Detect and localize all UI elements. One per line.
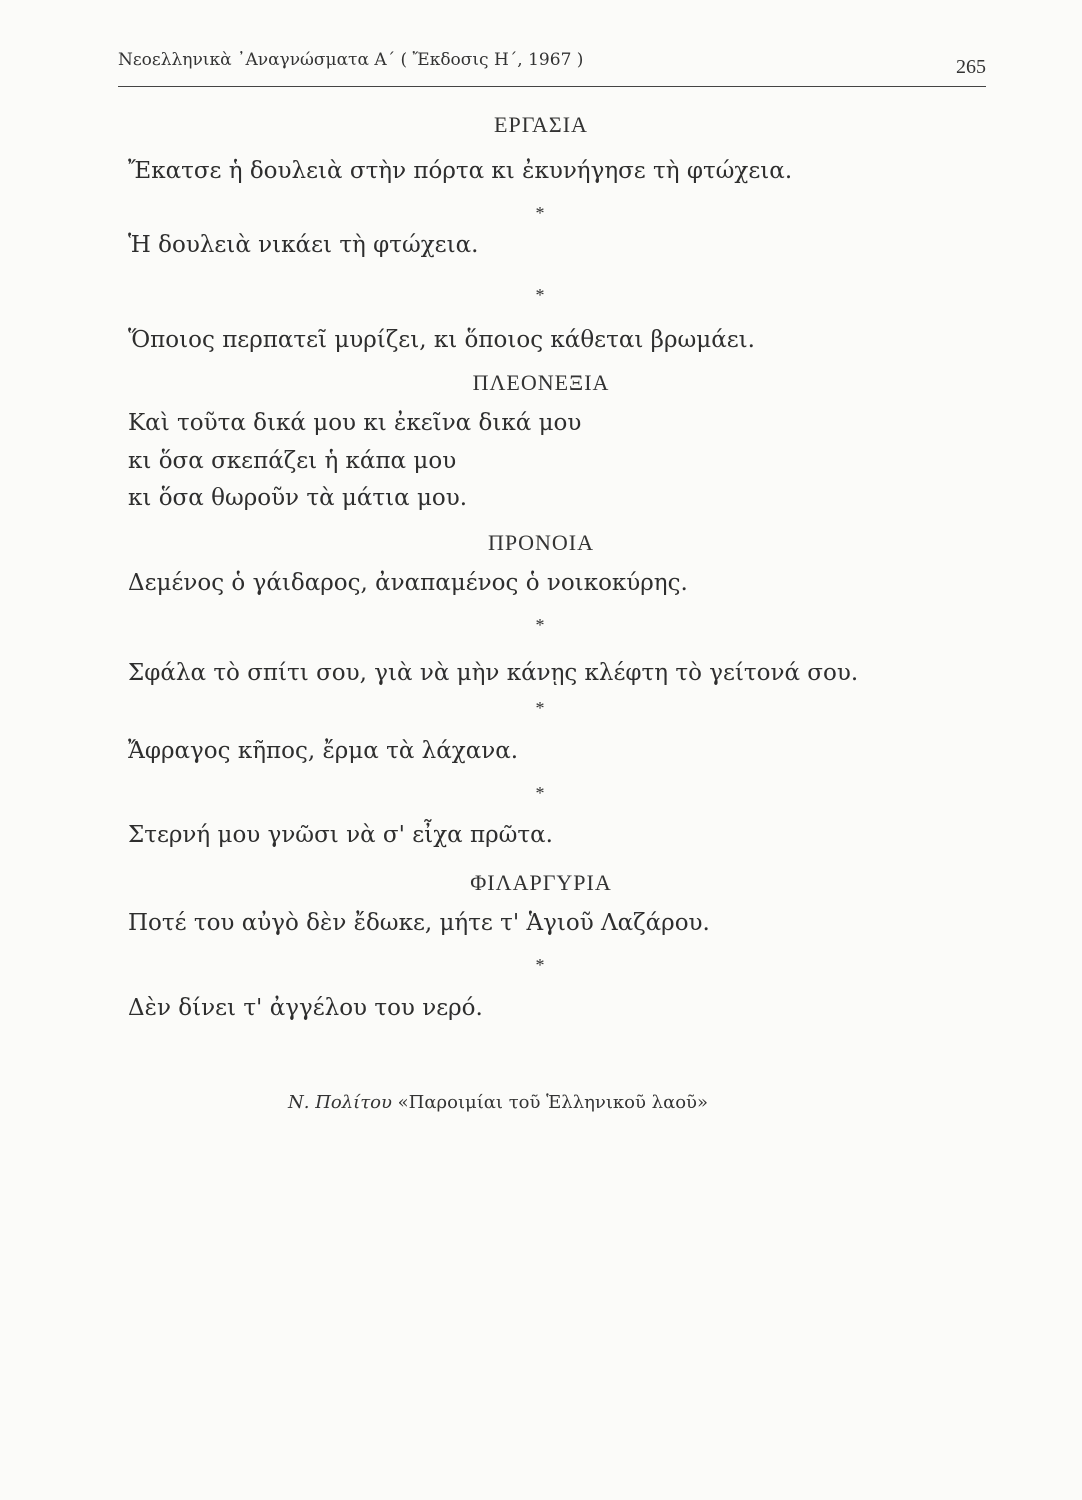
proverb-line: Ποτέ του αὐγὸ δὲν ἔδωκε, μήτε τ' Ἁγιοῦ Λαζάρου. bbox=[128, 910, 710, 936]
section-title-filargyria: ΦΙΛΑΡΓΥΡΙΑ bbox=[470, 870, 612, 895]
proverb-line: κι ὅσα θωροῦν τὰ μάτια μου. bbox=[128, 485, 468, 511]
proverb-line: Ἄφραγος κῆπος, ἔρμα τὰ λάχανα. bbox=[128, 738, 519, 764]
section-title-pronoia: ΠΡΟΝΟΙΑ bbox=[488, 530, 594, 555]
running-header bbox=[118, 50, 986, 87]
attribution-author: Ν. Πολίτου bbox=[288, 1092, 392, 1113]
section-title-ergasia: ΕΡΓΑΣΙΑ bbox=[494, 112, 588, 137]
proverb-line: Ἔκατσε ἡ δουλειὰ στὴν πόρτα κι ἐκυνήγησε τὴ φτώχεια. bbox=[128, 158, 793, 184]
proverb-line: Στερνή μου γνῶσι νὰ σ' εἶχα πρῶτα. bbox=[128, 822, 553, 848]
source-attribution bbox=[288, 1092, 708, 1113]
separator-asterisk: * bbox=[535, 285, 545, 305]
page-number: 265 bbox=[956, 56, 986, 78]
proverb-line: Ἡ δουλειὰ νικάει τὴ φτώχεια. bbox=[128, 232, 479, 258]
proverb-line: Καὶ τοῦτα δικά μου κι ἐκεῖνα δικά μου bbox=[128, 410, 582, 436]
proverb-line: Σφάλα τὸ σπίτι σου, γιὰ νὰ μὴν κάνῃς κλέφτη τὸ γείτονά σου. bbox=[128, 660, 859, 686]
header-title: Νεοελληνικὰ ᾿Αναγνώσματα Α΄ ( Ἔκδοσις Η΄, 1967 ) bbox=[118, 50, 584, 70]
separator-asterisk: * bbox=[535, 698, 545, 718]
proverb-line: Δὲν δίνει τ' ἀγγέλου του νερό. bbox=[128, 995, 483, 1021]
separator-asterisk: * bbox=[535, 955, 545, 975]
separator-asterisk: * bbox=[535, 203, 545, 223]
attribution-work: «Παροιμίαι τοῦ Ἑλληνικοῦ λαοῦ» bbox=[397, 1092, 709, 1113]
proverb-line: κι ὅσα σκεπάζει ἡ κάπα μου bbox=[128, 448, 457, 474]
separator-asterisk: * bbox=[535, 783, 545, 803]
proverb-line: Δεμένος ὁ γάιδαρος, ἀναπαμένος ὁ νοικοκύρης. bbox=[128, 570, 688, 596]
section-title-pleonexia: ΠΛΕΟΝΕΞΙΑ bbox=[472, 370, 610, 395]
separator-asterisk: * bbox=[535, 615, 545, 635]
proverb-line: Ὅποιος περπατεῖ μυρίζει, κι ὅποιος κάθεται βρωμάει. bbox=[128, 327, 755, 353]
